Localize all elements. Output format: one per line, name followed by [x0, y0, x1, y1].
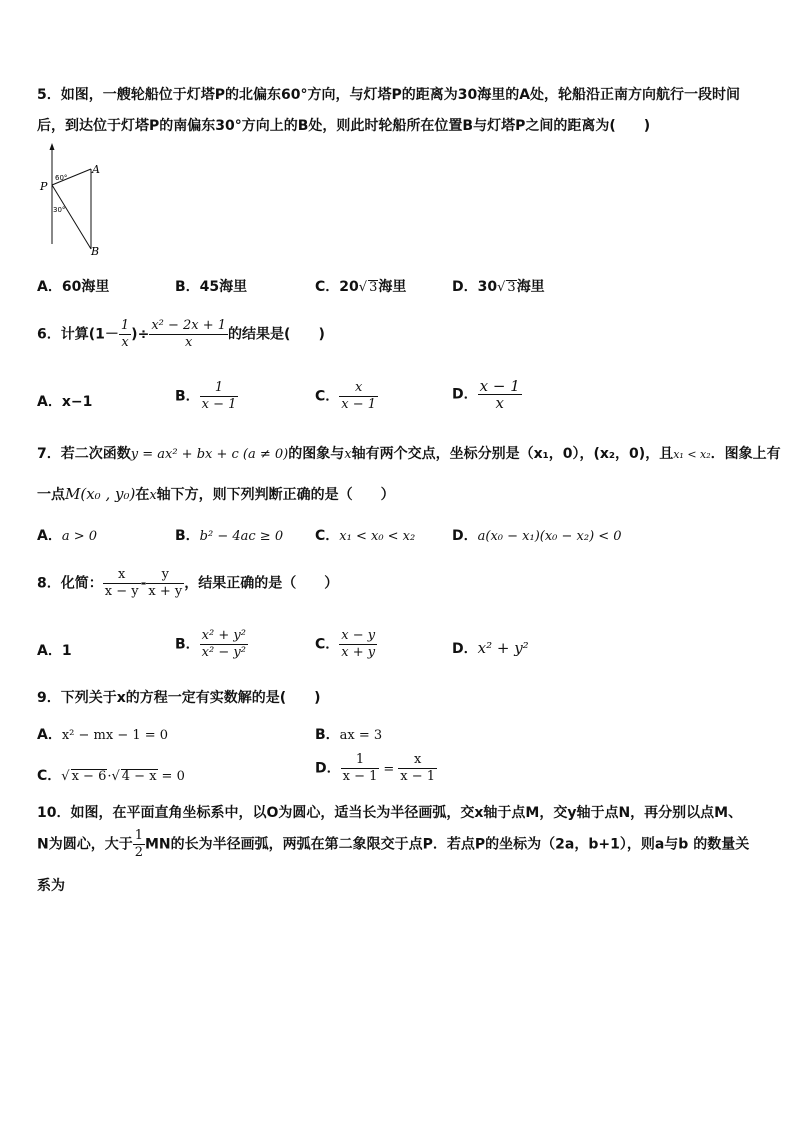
- q5-option-c-unit: 海里: [378, 279, 407, 295]
- q5-option-c-radicand: 3: [369, 280, 378, 295]
- q6-option-c-fraction: $\frac{x}{x - 1}$: [341, 380, 377, 412]
- q8-option-c-label: C．: [315, 636, 340, 653]
- q7-option-c-expr: x₁ < x₀ < x₂: [339, 529, 416, 544]
- q8-option-a[interactable]: A．1: [37, 643, 72, 659]
- q5-option-b[interactable]: B．45海里: [175, 279, 248, 295]
- q8-stem: [37, 567, 338, 600]
- angle-30-label: 30°: [53, 206, 66, 214]
- q7-l1-text-d: ．图象上有: [710, 446, 781, 462]
- q7-quadratic-function: y = ax² + bx + c (a ≠ 0): [130, 447, 289, 462]
- q5-figure: [38, 140, 108, 258]
- q8-option-b[interactable]: [175, 628, 248, 661]
- q7-l2-text-c: 轴下方，则下列判断正确的是（ ）: [156, 487, 395, 503]
- q8-option-b-label: B．: [175, 636, 200, 653]
- q5-figure-svg: [38, 140, 108, 258]
- q10-stem-line3: 系为: [37, 878, 65, 894]
- q7-point-m: M(x₀ , y₀): [65, 485, 136, 503]
- q7-option-a-expr: a > 0: [61, 529, 98, 544]
- q8-fraction-1: $\frac{x}{x - y}$: [104, 567, 139, 599]
- q9-stem: 9．下列关于x的方程一定有实数解的是( ): [37, 690, 321, 706]
- q7-l2-text-a: 一点: [37, 487, 65, 503]
- q8-option-c[interactable]: [315, 628, 377, 661]
- label-p: P: [40, 180, 48, 193]
- q7-option-c-label: C．: [315, 528, 340, 544]
- q9-option-c-label: C．: [37, 768, 62, 784]
- q7-option-a[interactable]: [37, 525, 97, 545]
- q7-l2-text-b: 在: [135, 487, 150, 503]
- q6-mid: )÷: [131, 326, 150, 343]
- q9-option-c-radicand-2: 4 − x: [121, 769, 157, 784]
- north-arrow-icon: [50, 143, 55, 150]
- q6-fraction-1: $\frac{1}{x}$: [120, 318, 130, 350]
- q9-option-d-fraction-2: $\frac{x}{x - 1}$: [400, 752, 436, 784]
- q7-l1-text-c: 轴有两个交点，坐标分别是（x₁，0），(x₂，0)，且: [351, 446, 674, 462]
- q6-option-c-label: C．: [315, 388, 340, 405]
- q9-option-c[interactable]: C．√ x − 6·√ 4 − x = 0: [37, 768, 185, 784]
- q10-half-fraction: $\frac{1}{2}$: [134, 828, 143, 860]
- q9-option-c-tail: = 0: [161, 769, 185, 784]
- q6-stem: [37, 318, 325, 351]
- q9-option-c-radicand-1: x − 6: [71, 769, 107, 784]
- q9-option-b-expr: ax = 3: [339, 728, 383, 743]
- q7-option-b-label: B．: [175, 528, 200, 544]
- q9-option-a[interactable]: [37, 724, 168, 744]
- q7-stem-line1: [37, 443, 781, 463]
- q9-option-d-equals: =: [383, 761, 395, 777]
- segment-pb: [52, 185, 91, 249]
- q8-prefix: 8．化简：: [37, 575, 103, 592]
- q8-suffix: ，结果正确的是（ ）: [184, 575, 339, 592]
- q8-option-b-fraction: $\frac{\text{x² + y²}}{\text{x² − y²}}$: [201, 628, 246, 660]
- q9-option-b-label: B．: [315, 727, 340, 743]
- q5-stem-line2: 后，到达位于灯塔P的南偏东30°方向上的B处，则此时轮船所在位置B与灯塔P之间的距离为( ): [37, 118, 651, 134]
- q7-option-d-label: D．: [452, 528, 478, 544]
- q7-option-b[interactable]: [175, 525, 283, 545]
- q6-option-c[interactable]: [315, 380, 378, 413]
- q6-option-d[interactable]: [452, 378, 522, 411]
- q10-line2-text-a: N为圆心，大于: [37, 836, 133, 853]
- q8-option-d-label: D．: [452, 641, 478, 657]
- q5-option-d-radicand: 3: [507, 280, 516, 295]
- q6-prefix: 6．计算(1－: [37, 326, 119, 343]
- q9-option-a-label: A．: [37, 727, 62, 743]
- q5-option-c[interactable]: C．20√ 3海里: [315, 279, 407, 295]
- q6-option-b[interactable]: [175, 380, 238, 413]
- q9-option-c-dot: ·: [107, 769, 112, 784]
- q9-option-d-fraction-1: $\frac{1}{x - 1}$: [342, 752, 378, 784]
- q5-option-d-label: D．30: [452, 279, 498, 295]
- q7-l1-inequality: x₁ < x₂: [673, 448, 711, 461]
- q7-option-d-expr: a(x₀ − x₁)(x₀ − x₂) < 0: [477, 529, 622, 544]
- q6-option-d-fraction: $\frac{x - 1}{x}$: [479, 377, 520, 412]
- q9-option-d-label: D．: [315, 760, 341, 777]
- q8-option-c-fraction: $\frac{x - y}{x + y}$: [341, 628, 376, 660]
- q5-option-d-unit: 海里: [516, 279, 545, 295]
- q9-option-d[interactable]: [315, 752, 437, 785]
- q6-option-a[interactable]: A．x−1: [37, 394, 93, 410]
- q5-option-c-label: C．20: [315, 279, 359, 295]
- q7-option-a-label: A．: [37, 528, 62, 544]
- q5-stem-line1: 5．如图，一艘轮船位于灯塔P的北偏东60°方向，与灯塔P的距离为30海里的A处，轮船沿正南方向航行一段时间: [37, 87, 741, 103]
- q6-option-b-label: B．: [175, 388, 200, 405]
- q6-option-d-label: D．: [452, 386, 478, 403]
- angle-60-label: 60°: [55, 174, 68, 182]
- q7-stem-line2: [37, 484, 395, 504]
- q10-stem-line2: [37, 828, 749, 861]
- q8-fraction-2: $\frac{y}{x + y}$: [148, 567, 183, 599]
- q10-stem-line1: 10．如图，在平面直角坐标系中，以O为圆心，适当长为半径画弧，交x轴于点M，交y轴于点N，再分别以点M、: [37, 805, 743, 821]
- q6-option-b-fraction: $\frac{1}{x - 1}$: [201, 380, 237, 412]
- q5-option-d[interactable]: D．30√ 3海里: [452, 279, 545, 295]
- q7-l1-text-a: 7．若二次函数: [37, 446, 131, 462]
- q7-l1-text-b: 的图象与: [288, 446, 345, 462]
- q8-option-d-expr: x² + y²: [477, 639, 529, 657]
- q7-option-b-expr: b² − 4ac ≥ 0: [199, 529, 284, 544]
- label-b: B: [91, 245, 100, 258]
- q9-option-a-expr: x² − mx − 1 = 0: [61, 728, 169, 743]
- q7-option-d[interactable]: [452, 525, 622, 545]
- q10-line2-text-b: MN的长为半径画弧，两弧在第二象限交于点P．若点P的坐标为（2a，b+1），则a与b 的数量关: [145, 836, 750, 853]
- q6-fraction-2: $\frac{\text{x² − 2x + 1}}{x}$: [151, 318, 227, 350]
- q6-suffix: 的结果是( ): [228, 326, 325, 343]
- label-a: A: [92, 163, 100, 176]
- q5-option-a[interactable]: A．60海里: [37, 279, 110, 295]
- q8-option-d[interactable]: [452, 638, 529, 658]
- q7-option-c[interactable]: [315, 525, 415, 545]
- q9-option-b[interactable]: [315, 724, 382, 744]
- q8-minus: -: [140, 575, 147, 592]
- q7-l1-x: x: [344, 447, 352, 462]
- q7-l2-x: x: [149, 488, 157, 503]
